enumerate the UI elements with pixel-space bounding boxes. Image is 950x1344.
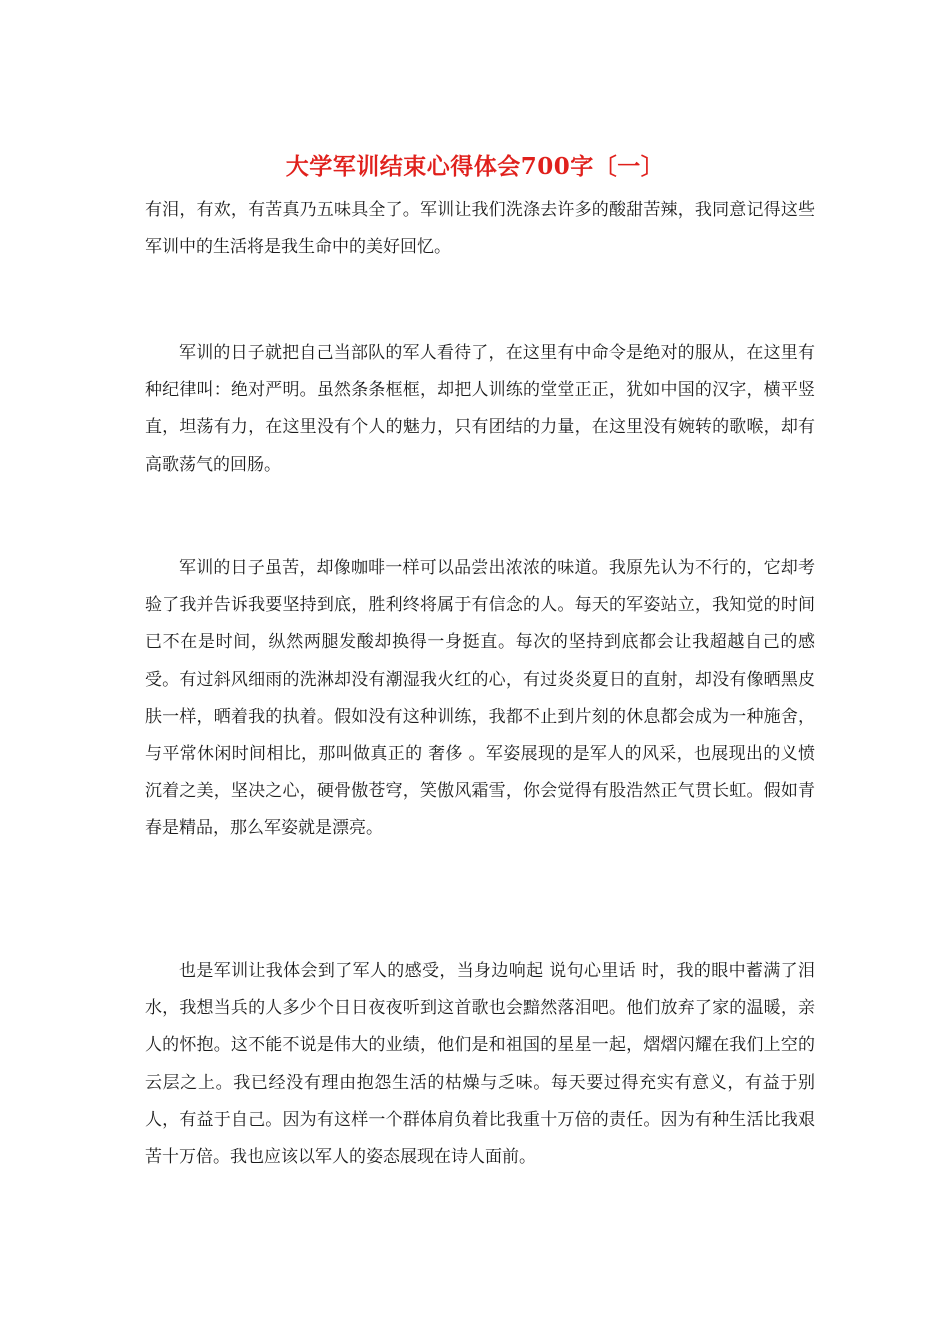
paragraph-4: 也是军训让我体会到了军人的感受，当身边响起 说句心里话 时，我的眼中蓄满了泪水，我想当兵的人多少个日日夜夜听到这首歌也会黯然落泪吧。他们放弃了家的温暖，亲人的怀抱。这不能不说是伟大的业绩，他们是和祖国的星星一起，熠熠闪耀在我们上空的云层之上。我已经没有理由抱怨生活的枯燥与乏味。每天要过得充实有意义，有益于别人，有益于自己。因为有这样一个群体肩负着比我重十万倍的责任。因为有种生活比我艰苦十万倍。我也应该以军人的姿态展现在诗人面前。: [145, 961, 815, 1168]
paragraph-3: 军训的日子虽苦，却像咖啡一样可以品尝出浓浓的味道。我原先认为不行的，它却考验了我并告诉我要坚持到底，胜利终将属于有信念的人。每天的军姿站立，我知觉的时间已不在是时间，纵然两腿发酸却换得一身挺直。每次的坚持到底都会让我超越自己的感受。有过斜风细雨的洗淋却没有潮湿我火红的心，有过炎炎夏日的直射，却没有像晒黑皮肤一样，晒着我的执着。假如没有这种训练，我都不止到片刻的休息都会成为一种施舍，与平常休闲时间相比，那叫做真正的 奢侈 。军姿展现的是军人的风采，也展现出的义愤沉着之美，坚决之心，硬骨傲苍穹，笑傲风霜雪，你会觉得有股浩然正气贯长虹。假如青春是精品，那么军姿就是漂亮。: [145, 558, 815, 839]
document-title: 大学军训结束心得体会700字〔一〕: [285, 153, 665, 180]
paragraph-1: 有泪，有欢，有苦真乃五味具全了。军训让我们洗涤去许多的酸甜苦辣，我同意记得这些军训中的生活将是我生命中的美好回忆。: [145, 200, 815, 258]
paragraph-2: 军训的日子就把自己当部队的军人看待了，在这里有中命令是绝对的服从，在这里有种纪律叫：绝对严明。虽然条条框框，却把人训练的堂堂正正，犹如中国的汉字，横平竖直，坦荡有力，在这里没有个人的魅力，只有团结的力量，在这里没有婉转的歌喉，却有高歌荡气的回肠。: [145, 343, 815, 475]
